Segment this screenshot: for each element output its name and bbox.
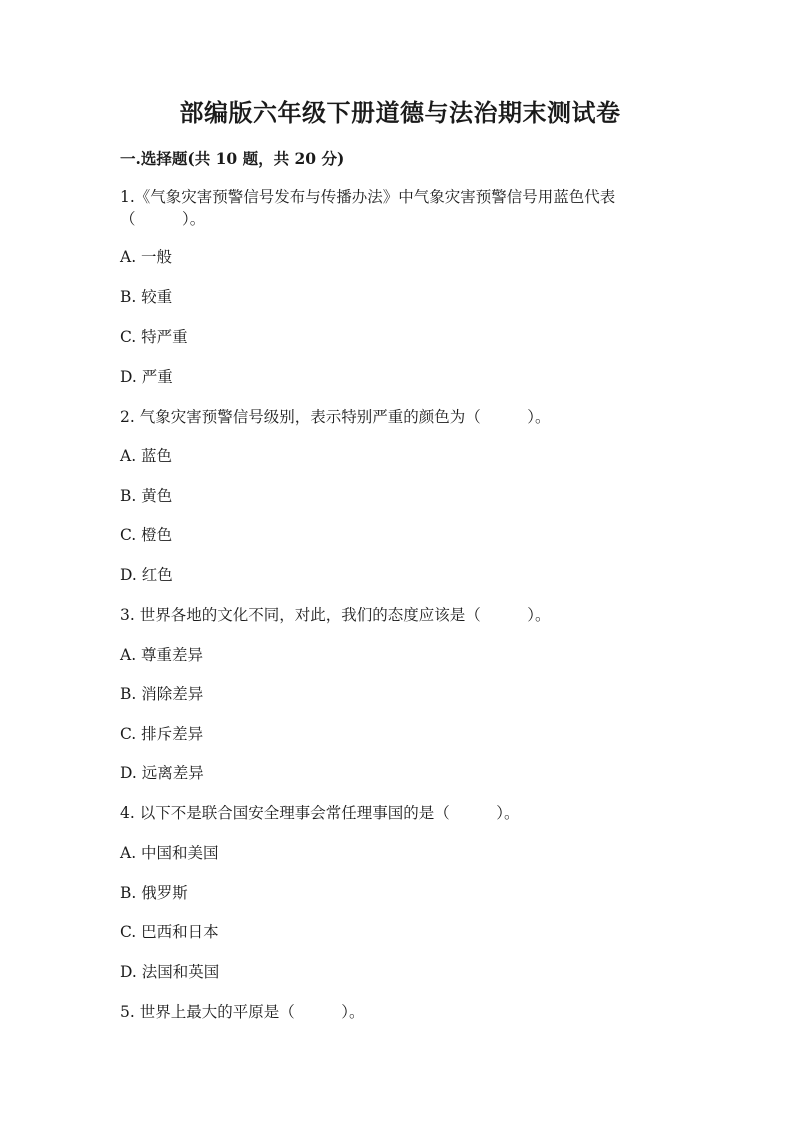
question-2-option-d: D. 红色: [120, 566, 173, 584]
question-2-text: 2. 气象灾害预警信号级别，表示特别严重的颜色为（ ）。: [120, 408, 551, 426]
question-1-option-a: A. 一般: [120, 248, 173, 266]
question-4-option-b: B. 俄罗斯: [120, 884, 188, 902]
question-1-text-continued: （ ）。: [120, 210, 206, 228]
question-4-text: 4. 以下不是联合国安全理事会常任理事国的是（ ）。: [120, 804, 520, 822]
question-2-option-a: A. 蓝色: [120, 447, 173, 465]
section-heading: 一.选择题(共 10 题，共 20 分): [120, 149, 345, 168]
question-3-text: 3. 世界各地的文化不同，对此，我们的态度应该是（ ）。: [120, 606, 551, 624]
question-4-option-d: D. 法国和英国: [120, 963, 220, 981]
question-5-text: 5. 世界上最大的平原是（ ）。: [120, 1003, 365, 1021]
question-3-option-a: A. 尊重差异: [120, 646, 204, 664]
question-3-option-c: C. 排斥差异: [120, 725, 204, 743]
question-1-option-c: C. 特严重: [120, 328, 188, 346]
question-1-option-d: D. 严重: [120, 368, 173, 386]
question-4-option-c: C. 巴西和日本: [120, 923, 219, 941]
question-3-option-b: B. 消除差异: [120, 685, 204, 703]
question-2-option-b: B. 黄色: [120, 487, 173, 505]
question-1-text: 1.《气象灾害预警信号发布与传播办法》中气象灾害预警信号用蓝色代表: [120, 188, 616, 206]
question-3-option-d: D. 远离差异: [120, 764, 204, 782]
question-2-option-c: C. 橙色: [120, 526, 173, 544]
page-title: 部编版六年级下册道德与法治期末测试卷: [179, 98, 621, 127]
question-4-option-a: A. 中国和美国: [120, 844, 219, 862]
question-1-option-b: B. 较重: [120, 288, 173, 306]
